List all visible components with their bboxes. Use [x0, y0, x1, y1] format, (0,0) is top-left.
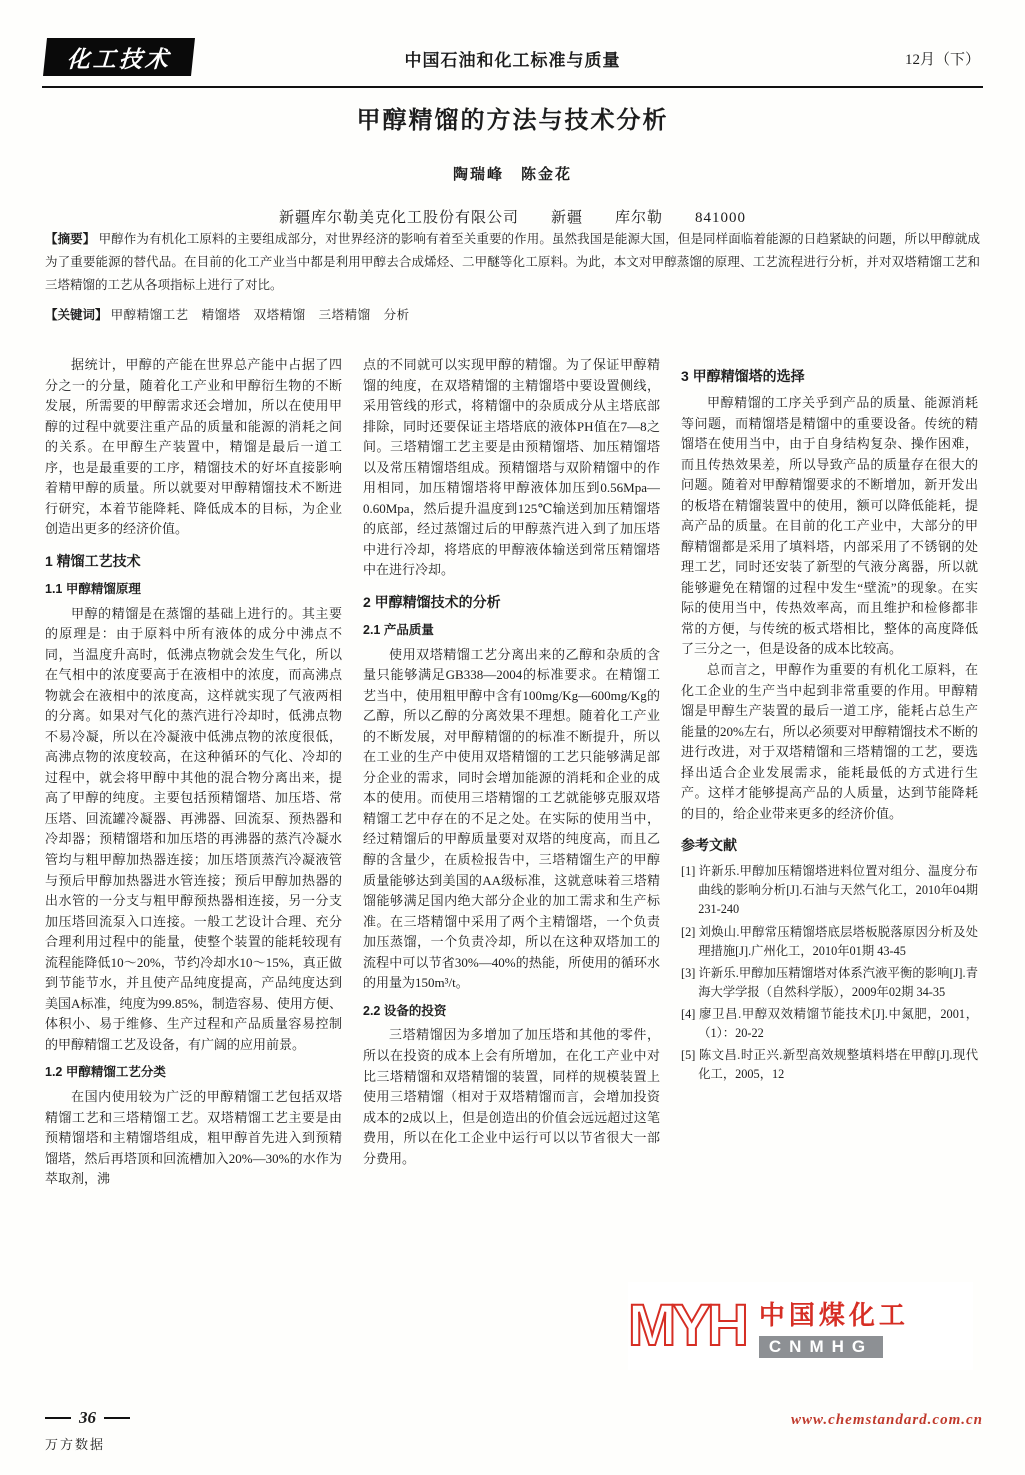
paragraph: 点的不同就可以实现甲醇的精馏。为了保证甲醇精馏的纯度，在双塔精馏的主精馏塔中要设置侧线，采用管线的形式，将精馏中的杂质成分从主塔底部排除，同时还要保证主塔塔底的液体PH值在7—8之间。三塔精馏工艺主要是由预精馏塔、加压精馏塔以及常压精馏塔组成。预精馏塔与双阶精馏中的作用相同，加压精馏塔将甲醇液体加压到0.56Mpa—0.60Mpa，然后提升温度到125℃输送到加压精馏塔的底部，经过蒸馏过后的甲醇蒸汽进入到了加压塔中进行冷却，将塔底的甲醇液体输送到常压精馏塔中在进行冷却。: [363, 357, 660, 578]
paragraph: 甲醇的精馏是在蒸馏的基础上进行的。其主要的原理是：由于原料中所有液体的成分中沸点不同，当温度升高时，低沸点物就会发生气化，所以在气相中的浓度要高于在液相中的浓度，而高沸点物就会在液相中的浓度高，这样就实现了气液两相的分离。如果对气化的蒸汽进行冷却时，低沸点物不易冷凝，所以在冷凝液中低沸点物的浓度很低，高沸点物的浓度较高，在这种循环的气化、冷却的过程中，就会将甲醇中其他的混合物分离出来，提高了甲醇的纯度。主要包括预精馏塔、加压塔、常压塔、回流罐冷凝器、再沸器、回流泵、预热器和冷却器；预精馏塔和加压塔的再沸器的蒸汽冷凝水管均与粗甲醇加热器连接；加压塔顶蒸汽冷凝液管与预后甲醇加热器进水管连接；预后甲醇加热器的出水管的一分支与粗甲醇预热器相连接，另一分支加压塔回流泵入口连接。一般工艺设计合理、充分合理利用过程中的能量，使整个装置的能耗较现有流程能降低10～20%，节约冷却水10～15%，真正做到节能节水，并且使产品纯度提高，产品纯度达到美国A标准，纯度为99.85%，制造容易、使用方便、体积小、易于维修、生产过程和产品质量容易控制的甲醇精馏工艺及设备，有广阔的应用前景。: [45, 605, 342, 1052]
abstract-text: 甲醇作为有机化工原料的主要组成部分，对世界经济的影响有着至关重要的作用。虽然我国是能源大国，但是同样面临着能源的日趋紧缺的问题，所以甲醇就成为了重要能源的替代品。在目前的化工产业当中都是利用甲醇去合成烯烃、二甲醚等化工原料。为此，本文对甲醇蒸馏的原理、工艺流程进行分析，并对双塔精馏工艺和三塔精馏的工艺从各项指标上进行了对比。: [45, 232, 980, 293]
subsection-heading: 2.1 产品质量: [363, 622, 434, 637]
page-number: [45, 1408, 130, 1428]
reference-item: [3] 许新乐.甲醇加压精馏塔对体系汽液平衡的影响[J].青海大学学报（自然科学版），2009年02期 34-35: [681, 965, 978, 999]
article-authors: 陶瑞峰 陈金花: [452, 167, 572, 183]
section-heading: 1 精馏工艺技术: [45, 552, 141, 569]
article-affiliation: 新疆库尔勒美克化工股份有限公司 新疆 库尔勒 841000: [278, 210, 746, 226]
section-heading: 2 甲醇精馏技术的分析: [363, 593, 501, 610]
watermark: [628, 1282, 973, 1370]
title-block: [0, 100, 1025, 227]
reference-item: [5] 陈文昌.时正兴.新型高效规整填料塔在甲醇[J].现代化工，2005，12: [681, 1047, 978, 1081]
subsection-heading: 1.1 甲醇精馏原理: [45, 581, 141, 596]
page-number-dash-left: [45, 1417, 71, 1419]
column-2: [363, 355, 660, 1403]
paragraph: 三塔精馏因为多增加了加压塔和其他的零件，所以在投资的成本上会有所增加，在化工产业中对比三塔精馏和双塔精馏的装置，同样的规模装置上使用三塔精馏（相对于双塔精馏而言，会增加投资成本的2成以上，但是创造出的价值会远远超过这笔费用，所以在化工企业中运行可以以节省很大一部分费用。: [363, 1027, 660, 1166]
watermark-logo-icon: MYH: [628, 1293, 745, 1358]
reference-item: [1] 许新乐.甲醇加压精馏塔进料位置对组分、温度分布曲线的影响分析[J].石油与天然气化工，2010年04期 231-240: [681, 864, 978, 917]
paragraph: 甲醇精馏的工序关乎到产品的质量、能源消耗等问题，而精馏塔是精馏中的重要设备。传统的精馏塔在使用当中，由于自身结构复杂、操作困难，而且传热效果差，所以导致产品的质量存在很大的问题。随着对甲醇精馏要求的不断增加，新开发出的板塔在精馏装置中的使用，额可以降低能耗，提高产品的质量。在目前的化工产业中，大部分的甲醇精馏都是采用了填料塔，内部采用了不锈钢的处理工艺，同时还安装了新型的气液分离器，所以就能够避免在精馏的过程中发生“壁流”的现象。在实际的使用当中，传热效率高，而且维护和检修都非常的方便，与传统的板式塔相比，整体的高度降低了三分之一，但是设备的成本比较高。: [681, 395, 978, 657]
page-number-value: 36: [79, 1408, 96, 1427]
header-rule: [42, 86, 983, 88]
reference-item: [4] 廖卫昌.甲醇双效精馏节能技术[J].中氮肥，2001，（1）：20-22: [681, 1006, 978, 1040]
journal-url: www.chemstandard.com.cn: [790, 1412, 983, 1428]
body-columns: [45, 355, 980, 1403]
column-3: [681, 355, 978, 1403]
issue-label: 12月（下）: [904, 52, 980, 68]
subsection-heading: 2.2 设备的投资: [363, 1003, 447, 1018]
paragraph: 在国内使用较为广泛的甲醇精馏工艺包括双塔精馏工艺和三塔精馏工艺。双塔精馏工艺主要是由预精馏塔和主精馏塔组成，粗甲醇首先进入到预精馏塔，然后再塔顶和回流槽加入20%—30%的水作为萃取剂，沸: [45, 1089, 342, 1187]
abstract-block: [45, 228, 980, 297]
paragraph: 据统计，甲醇的产能在世界总产能中占据了四分之一的分量，随着化工产业和甲醇衍生物的不断发展，所需要的甲醇需求还会增加，所以在使用甲醇的过程中就要注重产品的质量和能源的消耗之间的关系。在甲醇生产装置中，精馏是最后一道工序，也是最重要的工序，精馏技术的好坏直接影响着精甲醇的质量。所以就要对甲醇精馏技术不断进行研究，本着节能降耗、降低成本的目标，为企业创造出更多的经济价值。: [45, 357, 342, 537]
abstract-label: 【摘要】: [45, 232, 96, 246]
subsection-heading: 1.2 甲醇精馏工艺分类: [45, 1065, 166, 1080]
reference-item: [2] 刘焕山.甲醇常压精馏塔底层塔板脱落原因分析及处理措施[J].广州化工，2010年01期 43-45: [681, 924, 978, 958]
paragraph: 总而言之，甲醇作为重要的有机化工原料，在化工企业的生产当中起到非常重要的作用。甲醇精馏是甲醇生产装置的最后一道工序，能耗占总生产能量的20%左右，所以必须要对甲醇精馏技术不断的进行改进，对于双塔精馏和三塔精馏的工艺，要选择出适合企业发展需求，能耗最低的方式进行生产。这样才能够提高产品的人质量，达到节能降耗的目的，给企业带来更多的经济价值。: [681, 662, 978, 821]
journal-title: 中国石油和化工标准与质量: [404, 51, 621, 70]
journal-logo-text: 化工技术: [66, 46, 172, 72]
page-number-dash-right: [104, 1417, 130, 1419]
column-1: [45, 355, 342, 1403]
page-header: [45, 38, 980, 80]
database-mark: 万方数据: [45, 1437, 106, 1452]
keywords-block: [45, 305, 980, 323]
paragraph: 使用双塔精馏工艺分离出来的乙醇和杂质的含量只能够满足GB338—2004的标准要求。在精馏工艺当中，使用粗甲醇中含有100mg/Kg—600mg/Kg的乙醇，所以乙醇的分离效果不理想。随着化工产业的不断发展，对甲醇精馏的的标准不断提升，所以在工业的生产中使用双塔精馏的工艺只能够满足部分企业的需求，同时会增加能源的消耗和企业的成本的使用。而使用三塔精馏的工艺就能够克服双塔精馏工艺中存在的不足之处。在实际的使用当中，经过精馏后的甲醇质量要对双塔的纯度高，而且乙醇的含量少，在质检报告中，三塔精馏生产的甲醇质量能够达到美国的AA级标准，这就意味着三塔精馏能够满足国内绝大部分企业的加工需求和生产标准。在三塔精馏中采用了两个主精馏塔，一个负责加压蒸馏，一个负责冷却，所以在这种双塔加工的流程中可以节省30%—40%的热能，所使用的循环水的用量为150m³/t。: [363, 646, 660, 991]
article-title: 甲醇精馏的方法与技术分析: [356, 107, 669, 134]
watermark-cn: 中国煤化工: [758, 1299, 909, 1330]
watermark-text: [759, 1295, 909, 1358]
keywords-text: 甲醇精馏工艺 精馏塔 双塔精馏 三塔精馏 分析: [110, 308, 410, 322]
section-heading: 3 甲醇精馏塔的选择: [681, 368, 805, 384]
section-heading: 参考文献: [681, 837, 737, 854]
keywords-label: 【关键词】: [45, 308, 108, 322]
footer-left: [45, 1408, 130, 1453]
watermark-en: CNMHG: [759, 1336, 883, 1358]
